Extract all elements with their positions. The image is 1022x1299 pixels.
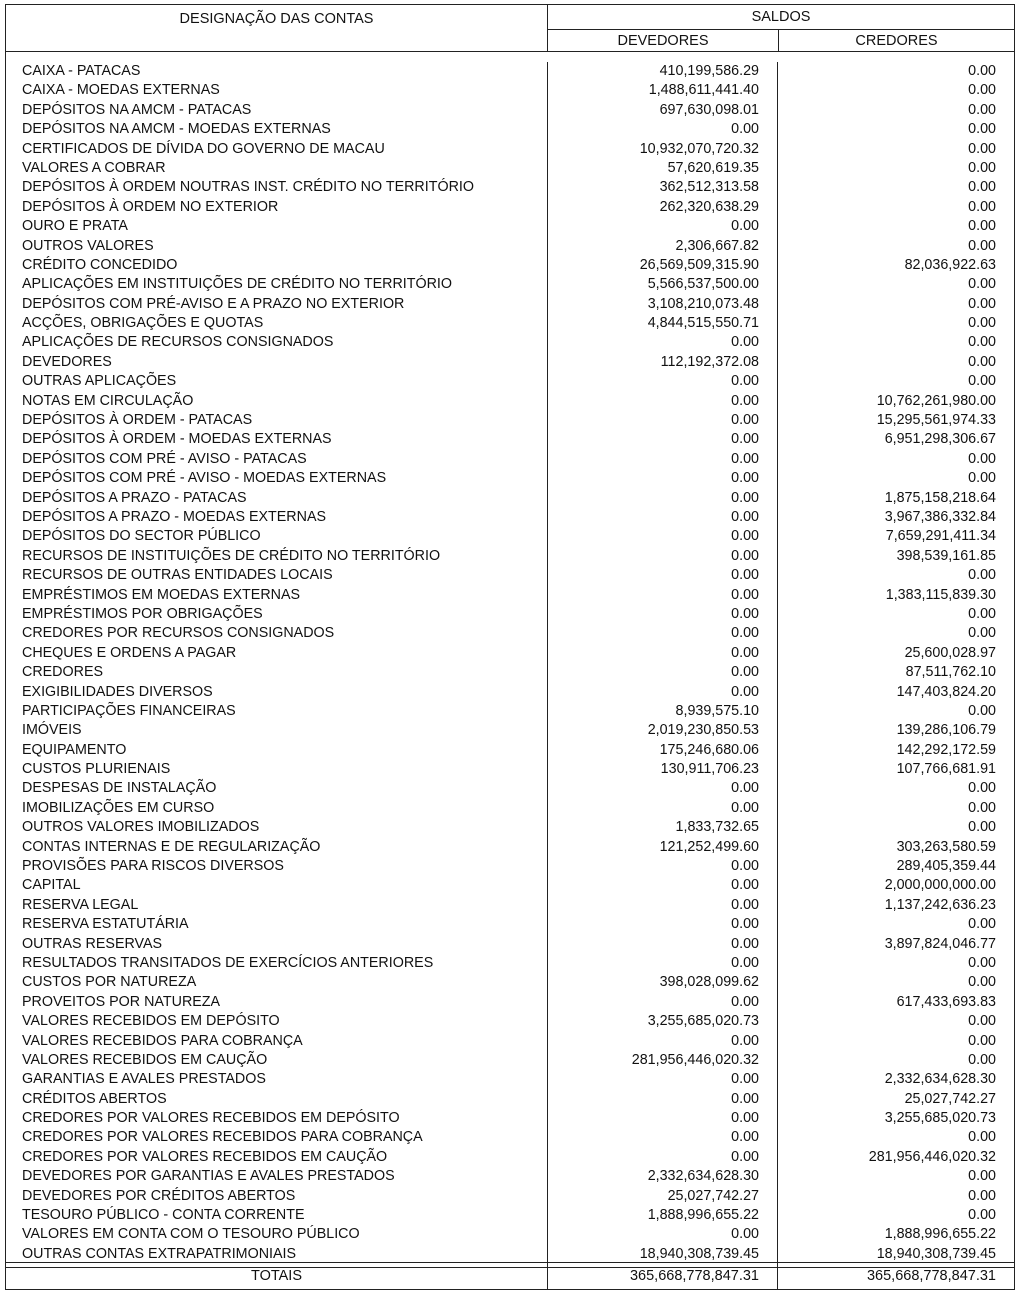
column-credores (778, 62, 1014, 1264)
header-subcolumns (548, 30, 1014, 51)
devedores-value: 0.00 (731, 625, 759, 642)
account-name: NOTAS EM CIRCULAÇÃO (22, 392, 194, 409)
account-name: DEPÓSITOS A PRAZO - PATACAS (22, 489, 247, 506)
account-name: EQUIPAMENTO (22, 741, 127, 758)
credores-value: 0.00 (968, 334, 996, 351)
credores-value: 0.00 (968, 954, 996, 971)
credores-value: 87,511,762.10 (905, 664, 996, 681)
account-name: CREDORES (22, 664, 104, 681)
credores-value: 6,951,298,306.67 (884, 431, 996, 448)
devedores-value: 281,956,446,020.32 (631, 1051, 759, 1068)
devedores-value: 0.00 (731, 431, 759, 448)
devedores-value: 0.00 (731, 392, 759, 409)
account-name: DEPÓSITOS NA AMCM - PATACAS (22, 101, 252, 118)
devedores-value: 0.00 (731, 1110, 759, 1127)
account-name: DEPÓSITOS À ORDEM NOUTRAS INST. CRÉDITO NO TERRITÓRIO (22, 179, 474, 196)
credores-value: 0.00 (968, 1207, 996, 1224)
devedores-value: 57,620,619.35 (667, 159, 759, 176)
account-name: VALORES EM CONTA COM O TESOURO PÚBLICO (22, 1226, 360, 1243)
credores-value: 398,539,161.85 (896, 547, 996, 564)
account-name: EMPRÉSTIMOS POR OBRIGAÇÕES (22, 605, 263, 622)
devedores-value: 0.00 (731, 1129, 759, 1146)
account-name: CREDORES POR VALORES RECEBIDOS EM DEPÓSITO (22, 1110, 400, 1127)
account-name: OUTROS VALORES (22, 237, 154, 254)
credores-value: 303,263,580.59 (896, 838, 996, 855)
devedores-value: 10,932,070,720.32 (639, 140, 759, 157)
credores-value: 0.00 (968, 605, 996, 622)
account-name: CUSTOS PLURIENAIS (22, 761, 171, 778)
account-name: DEPÓSITOS COM PRÉ-AVISO E A PRAZO NO EXTERIOR (22, 295, 405, 312)
credores-value: 3,967,386,332.84 (884, 508, 996, 525)
devedores-value: 8,939,575.10 (675, 702, 759, 719)
account-name: CAIXA - MOEDAS EXTERNAS (22, 82, 220, 99)
account-name: CAPITAL (22, 877, 81, 894)
devedores-value: 0.00 (731, 896, 759, 913)
devedores-value: 0.00 (731, 334, 759, 351)
devedores-value: 25,027,742.27 (667, 1187, 759, 1204)
credores-value: 0.00 (968, 159, 996, 176)
devedores-value: 0.00 (731, 799, 759, 816)
credores-value: 0.00 (968, 1187, 996, 1204)
credores-value: 142,292,172.59 (896, 741, 996, 758)
devedores-value: 4,844,515,550.71 (647, 315, 759, 332)
account-name: CONTAS INTERNAS E DE REGULARIZAÇÃO (22, 838, 321, 855)
credores-value: 2,000,000,000.00 (884, 877, 996, 894)
account-name: DEPÓSITOS À ORDEM NO EXTERIOR (22, 198, 279, 215)
credores-value: 0.00 (968, 82, 996, 99)
credores-value: 0.00 (968, 373, 996, 390)
devedores-value: 262,320,638.29 (659, 198, 759, 215)
devedores-value: 0.00 (731, 683, 759, 700)
credores-value: 139,286,106.79 (896, 722, 996, 739)
account-name: RECURSOS DE INSTITUIÇÕES DE CRÉDITO NO TERRITÓRIO (22, 547, 441, 564)
credores-value: 0.00 (968, 799, 996, 816)
devedores-value: 0.00 (731, 664, 759, 681)
account-name: OUTROS VALORES IMOBILIZADOS (22, 819, 260, 836)
account-name: PROVISÕES PARA RISCOS DIVERSOS (22, 858, 284, 875)
header-designation: DESIGNAÇÃO DAS CONTAS (6, 5, 548, 51)
credores-value: 0.00 (968, 567, 996, 584)
account-name: PARTICIPAÇÕES FINANCEIRAS (22, 702, 236, 719)
devedores-value: 1,488,611,441.40 (648, 82, 759, 99)
account-name: EMPRÉSTIMOS EM MOEDAS EXTERNAS (22, 586, 301, 603)
credores-value: 0.00 (968, 450, 996, 467)
credores-value: 281,956,446,020.32 (868, 1148, 996, 1165)
credores-value: 2,332,634,628.30 (884, 1071, 996, 1088)
credores-value: 0.00 (968, 315, 996, 332)
account-name: RESULTADOS TRANSITADOS DE EXERCÍCIOS ANTERIORES (22, 954, 434, 971)
account-name: IMOBILIZAÇÕES EM CURSO (22, 799, 215, 816)
devedores-value: 0.00 (731, 935, 759, 952)
credores-value: 25,600,028.97 (904, 644, 996, 661)
account-name: DESPESAS DE INSTALAÇÃO (22, 780, 217, 797)
credores-value: 1,383,115,839.30 (885, 586, 996, 603)
devedores-value: 0.00 (731, 528, 759, 545)
credores-value: 0.00 (968, 1051, 996, 1068)
credores-value: 0.00 (968, 101, 996, 118)
account-name: DEVEDORES POR CRÉDITOS ABERTOS (22, 1187, 296, 1204)
totals-devedores: 365,668,778,847.31 (548, 1263, 778, 1289)
header-saldos: SALDOS (548, 5, 1014, 30)
table-header (6, 5, 1014, 52)
devedores-value: 0.00 (731, 780, 759, 797)
account-name: VALORES RECEBIDOS PARA COBRANÇA (22, 1032, 303, 1049)
devedores-value: 0.00 (731, 1090, 759, 1107)
account-name: RECURSOS DE OUTRAS ENTIDADES LOCAIS (22, 567, 333, 584)
account-name: CHEQUES E ORDENS A PAGAR (22, 644, 237, 661)
account-name: DEPÓSITOS NA AMCM - MOEDAS EXTERNAS (22, 121, 331, 138)
devedores-value: 0.00 (731, 586, 759, 603)
devedores-value: 3,255,685,020.73 (647, 1013, 759, 1030)
header-saldos-group (548, 5, 1014, 51)
credores-value: 0.00 (968, 295, 996, 312)
account-name: APLICAÇÕES EM INSTITUIÇÕES DE CRÉDITO NO TERRITÓRIO (22, 276, 453, 293)
account-name: DEPÓSITOS À ORDEM - PATACAS (22, 412, 253, 429)
credores-value: 1,888,996,655.22 (884, 1226, 996, 1243)
credores-value: 0.00 (968, 702, 996, 719)
credores-value: 0.00 (968, 140, 996, 157)
account-name: CAIXA - PATACAS (22, 63, 141, 79)
devedores-value: 0.00 (731, 916, 759, 933)
credores-value: 3,897,824,046.77 (884, 935, 996, 952)
account-name: GARANTIAS E AVALES PRESTADOS (22, 1071, 266, 1088)
account-name: VALORES A COBRAR (22, 159, 166, 176)
credores-value: 617,433,693.83 (896, 993, 996, 1010)
credores-value: 0.00 (968, 470, 996, 487)
balance-table (5, 4, 1015, 1268)
credores-value: 0.00 (968, 63, 996, 79)
credores-value: 0.00 (968, 121, 996, 138)
devedores-value: 3,108,210,073.48 (647, 295, 759, 312)
credores-value: 7,659,291,411.34 (885, 528, 996, 545)
devedores-value: 175,246,680.06 (659, 741, 759, 758)
column-designation (6, 62, 548, 1264)
credores-value: 0.00 (968, 237, 996, 254)
devedores-value: 0.00 (731, 121, 759, 138)
credores-value: 18,940,308,739.45 (876, 1245, 996, 1262)
credores-value: 0.00 (968, 780, 996, 797)
account-name: CREDORES POR VALORES RECEBIDOS PARA COBRANÇA (22, 1129, 423, 1146)
devedores-value: 0.00 (731, 858, 759, 875)
credores-value: 0.00 (968, 276, 996, 293)
devedores-value: 0.00 (731, 450, 759, 467)
devedores-value: 2,306,667.82 (675, 237, 759, 254)
devedores-value: 0.00 (731, 489, 759, 506)
devedores-value: 0.00 (731, 644, 759, 661)
devedores-value: 26,569,509,315.90 (639, 256, 759, 273)
devedores-value: 0.00 (731, 1032, 759, 1049)
credores-value: 0.00 (968, 1013, 996, 1030)
devedores-value: 0.00 (731, 1226, 759, 1243)
credores-value: 0.00 (968, 353, 996, 370)
account-name: DEVEDORES (22, 353, 112, 370)
credores-value: 0.00 (968, 218, 996, 235)
devedores-value: 0.00 (731, 547, 759, 564)
credores-value: 0.00 (968, 1168, 996, 1185)
devedores-value: 0.00 (731, 508, 759, 525)
account-name: CREDORES POR RECURSOS CONSIGNADOS (22, 625, 335, 642)
devedores-value: 0.00 (731, 954, 759, 971)
account-name: DEPÓSITOS COM PRÉ - AVISO - PATACAS (22, 450, 307, 467)
account-name: CUSTOS POR NATUREZA (22, 974, 197, 991)
account-name: OUTRAS APLICAÇÕES (22, 373, 177, 390)
devedores-value: 0.00 (731, 605, 759, 622)
devedores-value: 0.00 (731, 1148, 759, 1165)
account-name: RESERVA LEGAL (22, 896, 139, 913)
credores-value: 147,403,824.20 (896, 683, 996, 700)
credores-value: 1,875,158,218.64 (884, 489, 996, 506)
account-name: OUTRAS RESERVAS (22, 935, 163, 952)
account-name: OURO E PRATA (22, 218, 128, 235)
table-body (6, 52, 1014, 1267)
credores-value: 289,405,359.44 (896, 858, 996, 875)
devedores-value: 130,911,706.23 (660, 761, 759, 778)
account-name: DEVEDORES POR GARANTIAS E AVALES PRESTADOS (22, 1168, 395, 1185)
account-name: EXIGIBILIDADES DIVERSOS (22, 683, 213, 700)
totals-row (5, 1262, 1015, 1290)
column-devedores (548, 62, 778, 1264)
devedores-value: 0.00 (731, 412, 759, 429)
account-name: DEPÓSITOS À ORDEM - MOEDAS EXTERNAS (22, 431, 332, 448)
devedores-value: 362,512,313.58 (659, 179, 759, 196)
devedores-value: 0.00 (731, 373, 759, 390)
credores-value: 0.00 (968, 198, 996, 215)
devedores-value: 2,019,230,850.53 (647, 722, 759, 739)
devedores-value: 0.00 (731, 567, 759, 584)
account-name: OUTRAS CONTAS EXTRAPATRIMONIAIS (22, 1245, 297, 1262)
account-name: VALORES RECEBIDOS EM CAUÇÃO (22, 1051, 268, 1068)
devedores-value: 0.00 (731, 218, 759, 235)
account-name: ACÇÕES, OBRIGAÇÕES E QUOTAS (22, 315, 264, 332)
credores-value: 10,762,261,980.00 (876, 392, 996, 409)
devedores-value: 18,940,308,739.45 (639, 1245, 759, 1262)
credores-value: 0.00 (968, 179, 996, 196)
devedores-value: 398,028,099.62 (659, 974, 759, 991)
credores-value: 0.00 (968, 625, 996, 642)
totals-credores: 365,668,778,847.31 (866, 1268, 996, 1284)
account-name: RESERVA ESTATUTÁRIA (22, 916, 189, 933)
credores-value: 0.00 (968, 974, 996, 991)
credores-value: 0.00 (968, 1032, 996, 1049)
devedores-value: 0.00 (731, 470, 759, 487)
credores-value: 25,027,742.27 (904, 1090, 996, 1107)
account-name: DEPÓSITOS A PRAZO - MOEDAS EXTERNAS (22, 508, 327, 525)
account-name: APLICAÇÕES DE RECURSOS CONSIGNADOS (22, 334, 334, 351)
header-credores: CREDORES (855, 32, 938, 49)
account-name: IMÓVEIS (22, 722, 82, 739)
account-name: CRÉDITO CONCEDIDO (22, 256, 178, 273)
devedores-value: 697,630,098.01 (659, 101, 759, 118)
account-name: TESOURO PÚBLICO - CONTA CORRENTE (22, 1207, 305, 1224)
devedores-value: 1,833,732.65 (675, 819, 759, 836)
credores-value: 15,295,561,974.33 (876, 412, 996, 429)
header-devedores: DEVEDORES (548, 30, 779, 51)
account-name: PROVEITOS POR NATUREZA (22, 993, 221, 1010)
devedores-value: 0.00 (731, 993, 759, 1010)
credores-value: 0.00 (968, 916, 996, 933)
credores-value: 1,137,242,636.23 (884, 896, 996, 913)
devedores-value: 0.00 (731, 877, 759, 894)
account-name: CRÉDITOS ABERTOS (22, 1090, 167, 1107)
account-name: DEPÓSITOS COM PRÉ - AVISO - MOEDAS EXTERNAS (22, 470, 387, 487)
credores-value: 107,766,681.91 (896, 761, 996, 778)
account-name: CERTIFICADOS DE DÍVIDA DO GOVERNO DE MACAU (22, 140, 385, 157)
devedores-value: 121,252,499.60 (659, 838, 759, 855)
devedores-value: 0.00 (731, 1071, 759, 1088)
devedores-value: 5,566,537,500.00 (647, 276, 759, 293)
credores-value: 0.00 (968, 1129, 996, 1146)
totals-label: TOTAIS (6, 1263, 548, 1289)
devedores-value: 1,888,996,655.22 (647, 1207, 759, 1224)
devedores-value: 2,332,634,628.30 (647, 1168, 759, 1185)
devedores-value: 410,199,586.29 (659, 63, 759, 79)
credores-value: 82,036,922.63 (904, 256, 996, 273)
account-name: DEPÓSITOS DO SECTOR PÚBLICO (22, 528, 261, 545)
account-name: VALORES RECEBIDOS EM DEPÓSITO (22, 1013, 280, 1030)
account-name: CREDORES POR VALORES RECEBIDOS EM CAUÇÃO (22, 1148, 388, 1165)
credores-value: 3,255,685,020.73 (884, 1110, 996, 1127)
credores-value: 0.00 (968, 819, 996, 836)
devedores-value: 112,192,372.08 (660, 353, 759, 370)
